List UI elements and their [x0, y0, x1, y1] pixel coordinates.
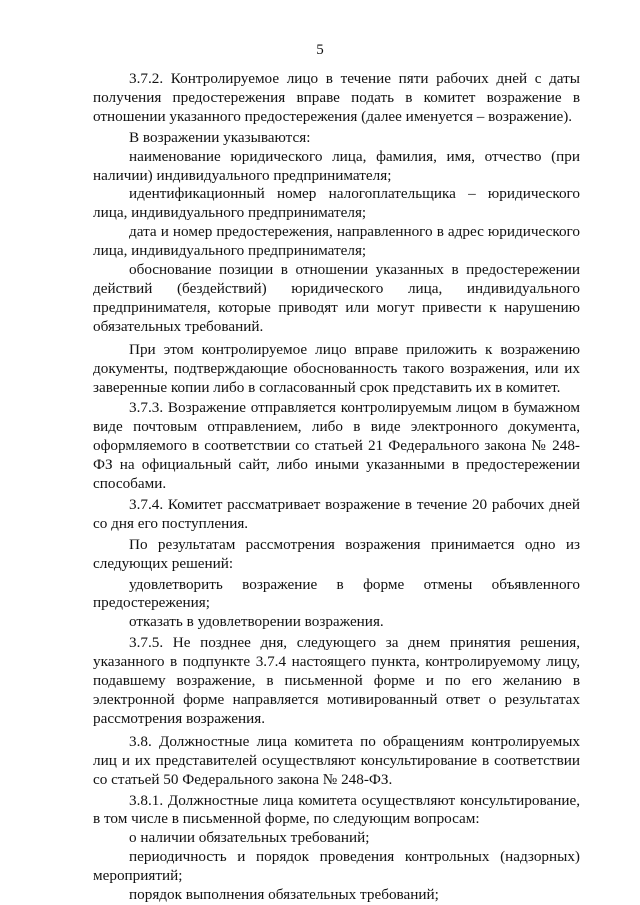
list-item-name: наименование юридического лица, фамилия, имя, отчество (при наличии) индивидуального предпринимателя;: [93, 147, 580, 184]
paragraph-3-7-2: 3.7.2. Контролируемое лицо в течение пяти рабочих дней с даты получения предостережения вправе подать в комитет возражение в отношении указанного предостережения (далее именуется – возражение).: [93, 70, 580, 125]
list-item-periodicity: периодичность и порядок проведения контрольных (надзорных) мероприятий;: [93, 848, 580, 885]
paragraph-objection-contents-intro: В возражении указываются:: [129, 128, 311, 146]
paragraph-attachments: При этом контролируемое лицо вправе приложить к возражению документы, подтверждающие обоснованность такого возражения, или их заверенные копии либо в согласованный срок представить их в комитет.: [93, 340, 580, 396]
document-body: [93, 70, 580, 905]
list-item-refuse: отказать в удовлетворении возражения.: [129, 613, 384, 631]
page-number: 5: [316, 42, 324, 58]
list-item-position-rationale: обоснование позиции в отношении указанных в предостережении действий (бездействий) юридического лица, индивидуального предпринимателя, которые приводят или могут привести к нарушению обязательных требований.: [93, 261, 580, 335]
paragraph-3-8: 3.8. Должностные лица комитета по обращениям контролируемых лиц и их представителей осуществляют консультирование в соответствии со статьей 50 Федерального закона № 248-ФЗ.: [93, 732, 580, 788]
list-item-warning-date-number: дата и номер предостережения, направленного в адрес юридического лица, индивидуального предпринимателя;: [93, 223, 580, 260]
list-item-taxpayer-id: идентификационный номер налогоплательщика – юридического лица, индивидуального предпринимателя;: [93, 185, 580, 222]
paragraph-3-7-5: 3.7.5. Не позднее дня, следующего за днем принятия решения, указанного в подпункте 3.7.4 настоящего пункта, контролируемому лицу, подавшему возражение, в письменной форме и по его желанию в электронной форме направляется мотивированный ответ о результатах рассмотрения возражения.: [93, 634, 580, 727]
paragraph-decisions-intro: По результатам рассмотрения возражения принимается одно из следующих решений:: [93, 535, 580, 572]
list-item-execution-order: порядок выполнения обязательных требований;: [129, 886, 439, 904]
paragraph-3-8-1: 3.8.1. Должностные лица комитета осуществляют консультирование, в том числе в письменной форме, по следующим вопросам:: [93, 791, 580, 828]
paragraph-3-7-4: 3.7.4. Комитет рассматривает возражение в течение 20 рабочих дней со дня его поступления.: [93, 495, 580, 532]
paragraph-3-7-3: 3.7.3. Возражение отправляется контролируемым лицом в бумажном виде почтовым отправлением, либо в виде электронного документа, оформляемого в соответствии со статьей 21 Федерального закона № 248-ФЗ на официальный сайт, либо иными указанными в предостережении способами.: [93, 399, 580, 493]
list-item-satisfy: удовлетворить возражение в форме отмены объявленного предостережения;: [93, 575, 580, 612]
list-item-requirements-presence: о наличии обязательных требований;: [129, 829, 370, 847]
